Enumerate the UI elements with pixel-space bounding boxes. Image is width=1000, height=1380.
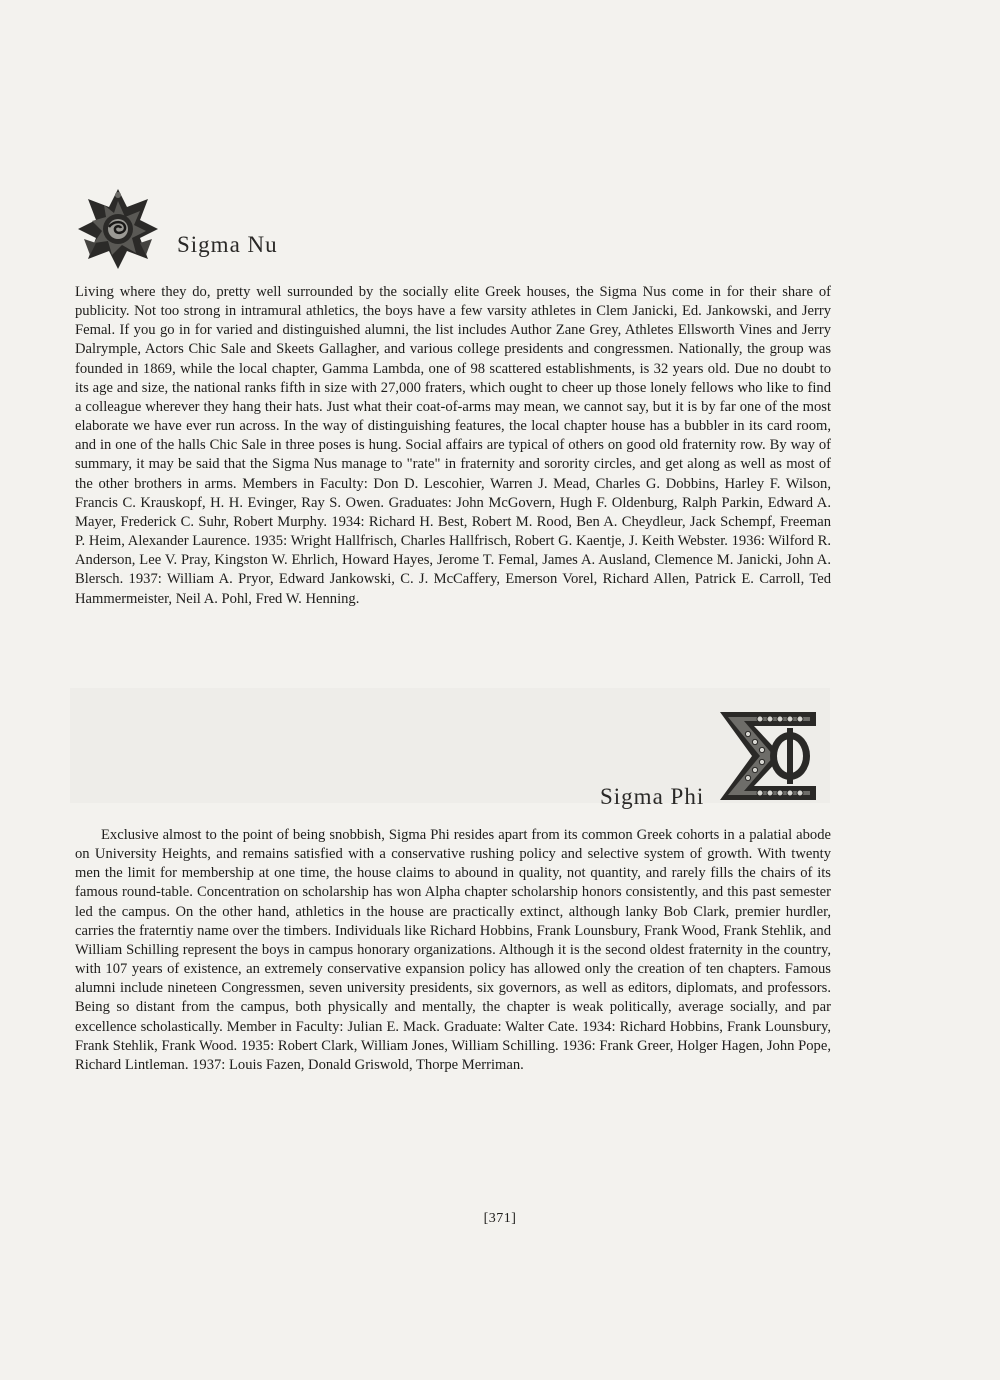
sigma-nu-paragraph: Living where they do, pretty well surrounded by the socially elite Greek houses, the Sigma Nus come in for their share of publicity. Not too strong in intramural athletics, the boys have a few varsity athletes in Clem Janicki, Ed. Jankowski, and Jerry Femal. If you go in for varied and distinguished alumni, the list includes Author Zane Grey, Athletes Ellsworth Vines and Jerry Dalrymple, Actors Chic Sale and Skeets Gallagher, and various college presidents and congressmen. Nationally, the group was founded in 1869, while the local chapter, Gamma Lambda, one of 98 scattered establishments, is 32 years old. Due no doubt to its age and size, the national ranks fifth in size with 27,000 fraters, which ought to cheer up those lonely fellows who like to find a colleague wherever they hang their hats. Just what their coat-of-arms may mean, we cannot say, but it is by far one of the most elaborate we have ever run across. In the way of distinguishing features, the local chapter house has a bubbler in its card room, and in one of the halls Chic Sale in three poses is hung. Social affairs are typical of others on good old fraternity row. By way of summary, it may be said that the Sigma Nus manage to "rate" in fraternity and sorority circles, and get along as well as most of the other brothers in arms. Members in Faculty: Don D. Lescohier, Warren J. Mead, Charles G. Dobbins, Harley F. Wilson, Francis C. Krauskopf, H. H. Evinger, Ray S. Owen. Graduates: John McGovern, Hugh F. Oldenburg, Ralph Parkin, Edward A. Mayer, Frederick C. Suhr, Robert Murphy. 1934: Richard H. Best, Robert M. Rood, Ben A. Cheydleur, Jack Schempf, Freeman P. Heim, Alexander Laurence. 1935: Wright Hallfrisch, Charles Hallfrisch, Robert G. Kaentje, J. Keith Webster. 1936: Wilford R. Anderson, Lee V. Pray, Kingston W. Ehrlich, Howard Hayes, Jerome T. Femal, James A. Ausland, Clemence M. Janicki, John A. Blersch. 1937: William A. Pryor, Edward Jankowski, C. J. McCaffery, Emerson Vorel, Richard Allen, Patrick E. Carroll, Ted Hammermeister, Neil A. Pohl, Fred W. Henning.	[75, 284, 831, 607]
page-number: [371]	[483, 1211, 517, 1226]
sigma-phi-title: Sigma Phi	[600, 784, 705, 809]
sigma-phi-badge-icon	[718, 708, 818, 804]
sigma-nu-crest-icon	[75, 186, 161, 272]
sigma-phi-paragraph: Exclusive almost to the point of being snobbish, Sigma Phi resides apart from its common Greek cohorts in a palatial abode on University Heights, and remains satisfied with a conservative rushing policy and selective system of growth. With twenty men the limit for membership at one time, the house claims to abound in quality, not quantity, and rarely fills the chairs of its famous round-table. Concentration on scholarship has won Alpha chapter scholarship honors consistently, and this past semester led the campus. On the other hand, athletics in the house are practically extinct, although lanky Bob Clark, premier hurdler, carries the fraterntiy name over the timbers. Individuals like Richard Hobbins, Frank Lounsbury, Frank Wood, Frank Stehlik, and William Schilling represent the boys in campus honorary organizations. Although it is the second oldest fraternity in the country, with 107 years of existence, an extremely conservative expansion policy has allowed only the creation of ten chapters. Famous alumni include nineteen Congressmen, seven university presidents, six governors, as well as editors, diplomats, and professors. Being so distant from the campus, both physically and mentally, the chapter is weak politically, average socially, and par excellence scholastically. Member in Faculty: Julian E. Mack. Graduate: Walter Cate. 1934: Richard Hobbins, Frank Lounsbury, Frank Stehlik, Frank Wood. 1935: Robert Clark, William Jones, William Schilling. 1936: Frank Greer, Holger Hagen, John Pope, Richard Lintleman. 1937: Louis Fazen, Donald Griswold, Thorpe Merriman.	[75, 827, 831, 1073]
sigma-nu-title: Sigma Nu	[177, 232, 278, 257]
background-band	[70, 688, 830, 803]
